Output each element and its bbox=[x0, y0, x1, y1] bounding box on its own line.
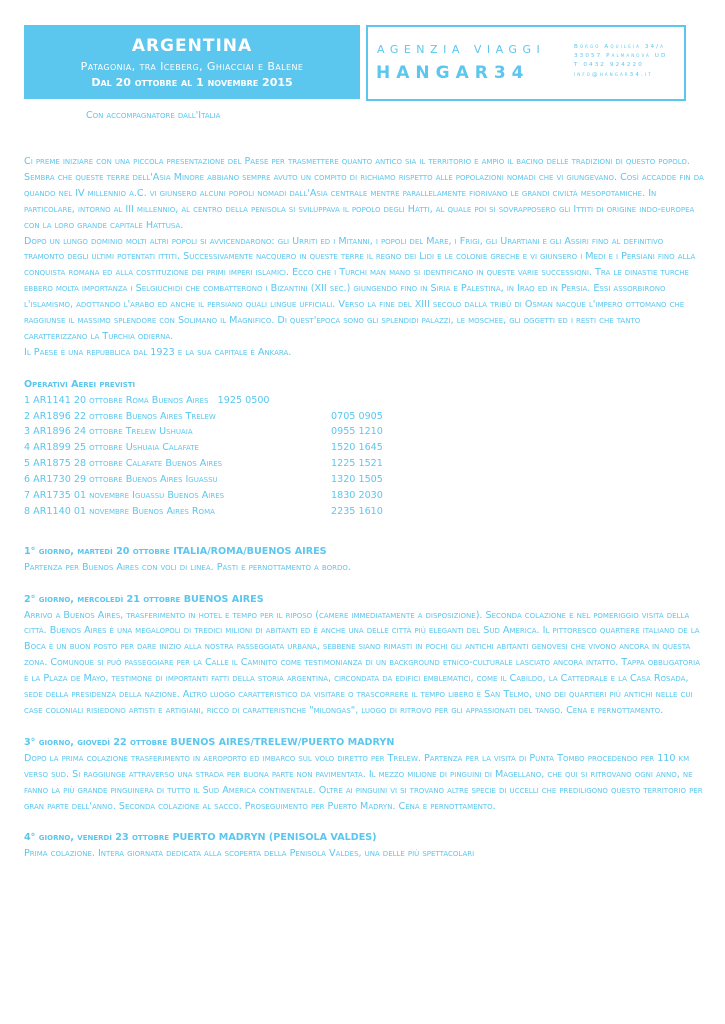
flight-times: 1320 1505 bbox=[331, 474, 383, 486]
day-heading: 2° giorno, mercoledì 21 ottobre BUENOS AIRES bbox=[24, 593, 264, 605]
flight-times: 1520 1645 bbox=[331, 442, 383, 454]
agency-address-line: 33057 Palmanova UD bbox=[574, 53, 668, 60]
flight-times: 1830 2030 bbox=[331, 490, 383, 502]
intro-paragraph: Ci preme iniziare con una piccola presentazione del Paese per trasmettere quanto antico sia il territorio e ampio il bacino delle tradizioni di questo popolo. bbox=[24, 156, 690, 167]
agency-box bbox=[366, 25, 686, 101]
intro-paragraph: Dopo un lungo dominio molti altri popoli si avvicendarono: gli Urriti ed i Mitanni, i popoli del Mare, i Frigi, gli Urartiani e gli Assiri fino al definitivo tramonto degli ultimi potentati ittiti. Successivamente nacquero in queste terre il regno dei Lidi e le colonie greche e vi giunsero i Medi e i Persiani fino alla conquista romana ed alla costituzione dei primi imperi islamici. Ecco che i Turchi man mano si identificano in queste varie successioni. Tra le dinastie turche ebbero molta importanza i Selgiuchidi che combatterono i Bizantini (XII sec.) giungendo fino in Siria e Palestina, in Iraq ed in Persia. Essi assorbirono l'islamismo, adottando l'arabo ed anche il persiano quali lingue ufficiali. Verso la fine del XIII secolo dalla tribù di Osman nacque l'impero ottomano che raggiunse il massimo splendore con Solimano il Magnifico. Di quest'epoca sono gli splendidi palazzi, le moschee, gli oggetti ed i resti che tanto caratterizzano la Turchia odierna. bbox=[24, 235, 696, 342]
document-body bbox=[24, 154, 704, 862]
flight-times: 1225 1521 bbox=[331, 458, 383, 470]
flight-row bbox=[24, 393, 704, 409]
flight-route: 1 AR1141 20 ottobre Roma Buenos Aires 1925 0500 bbox=[24, 394, 270, 406]
flight-row bbox=[24, 472, 704, 488]
agency-address-line: Borgo Aquileia 34/a bbox=[574, 44, 665, 50]
day-description: Dopo la prima colazione trasferimento in aeroporto ed imbarco sul volo diretto per Trelew. Partenza per la visita di Punta Tombo procedendo per 110 km verso sud. Si raggiunge attraverso una strada per buona parte non pavimentata. Il mezzo milione di pinguini di Magellano, che qui si ritrovano ogni anno, ne fanno la più grande pinguinera di tutto il Sud America continentale. Oltre ai pinguini vi si trovano altre specie di uccelli che prediligono questo territorio per gran parte dell'anno. Seconda colazione al sacco. Proseguimento per Puerto Madryn. Cena e pernottamento. bbox=[24, 752, 703, 812]
agency-phone: T 0432 924220 bbox=[574, 62, 644, 69]
flight-route: 6 AR1730 29 ottobre Buenos Aires Iguassu bbox=[24, 474, 218, 486]
flight-route: 7 AR1735 01 novembre Iguassu Buenos Aires bbox=[24, 490, 225, 502]
flight-route: 2 AR1896 22 ottobre Buenos Aires Trelew bbox=[24, 410, 216, 422]
flight-route: 8 AR1140 01 novembre Buenos Aires Roma bbox=[24, 505, 215, 517]
agency-address bbox=[574, 43, 667, 80]
intro-paragraph: Il Paese è una repubblica dal 1923 e la sua capitale è Ankara. bbox=[24, 346, 292, 358]
flight-times: 2235 1610 bbox=[331, 505, 383, 517]
intro-paragraph: Sembra che queste terre dell'Asia Minore abbiano sempre avuto un compito di richiamo rispetto alle popolazioni nomadi che vi giungevano. Così accadde fin da quando nel IV millennio a.C. vi giunsero alcuni popoli nomadi dall'Asia centrale mentre parallelamente fiorivano le grandi civiltà mesopotamiche. In particolare, intorno al III millennio, al centro della penisola si sviluppava il popolo degli Hatti, al quale poi si sovrapposero gli Ittiti di origine indo-europea con la loro grande capitale Hattusa. bbox=[24, 171, 704, 231]
flights-title: Operativi Aerei previsti bbox=[24, 378, 136, 390]
escort-note: Con accompagnatore dall'Italia bbox=[86, 110, 221, 121]
trip-header bbox=[24, 25, 360, 99]
flight-row bbox=[24, 409, 704, 425]
trip-dates: Dal 20 ottobre al 1 novembre 2015 bbox=[91, 76, 293, 89]
flight-times: 0705 0905 bbox=[331, 410, 383, 422]
flight-row bbox=[24, 504, 704, 520]
day-description: Prima colazione. Intera giornata dedicata alla scoperta della Penisola Valdes, una delle più spettacolari bbox=[24, 848, 475, 860]
flight-route: 3 AR1896 24 ottobre Trelew Ushuaia bbox=[24, 426, 193, 438]
trip-title: ARGENTINA bbox=[131, 36, 253, 56]
day-heading: 4° giorno, venerdì 23 ottobre PUERTO MADRYN (PENISOLA VALDES) bbox=[24, 832, 377, 844]
flight-route: 4 AR1899 25 ottobre Ushuaia Calafate bbox=[24, 442, 199, 454]
flight-row bbox=[24, 456, 704, 472]
flight-row bbox=[24, 488, 704, 504]
day-heading: 3° giorno, giovedì 22 ottobre BUENOS AIRES/TRELEW/PUERTO MADRYN bbox=[24, 736, 395, 748]
agency-name: HANGAR34 bbox=[376, 63, 530, 83]
flight-route: 5 AR1875 28 ottobre Calafate Buenos Aires bbox=[24, 458, 223, 470]
agency-email[interactable]: info@hangar34.it bbox=[574, 71, 653, 78]
agency-label: AGENZIA VIAGGI bbox=[377, 43, 546, 56]
flight-times: 0955 1210 bbox=[331, 426, 383, 438]
trip-subtitle: Patagonia, tra Iceberg, Ghiacciai e Balene bbox=[80, 60, 304, 73]
flight-row bbox=[24, 424, 704, 440]
flight-row bbox=[24, 440, 704, 456]
day-description: Arrivo a Buenos Aires, trasferimento in hotel e tempo per il riposo (camere immediatamente a disposizione). Seconda colazione e nel pomeriggio visita della città. Buenos Aires è una megalopoli di tredici milioni di abitanti ed è anche una delle città più eleganti del Sud America. Il pittoresco quartiere italiano de la Boca è un buon posto per dare inizio alla nostra passeggiata urbana, sebbene siano rimasti in pochi gli antichi abitanti genovesi che vivono ancora in questa zona. Comunque si può passeggiare per la Calle il Caminito come testimonianza di un background etnico-culturale lasciato ancora intatto. Tappa obbligatoria è la Plaza de Mayo, testimone di importanti fatti della storia argentina, circondata da edifici emblematici, come il Cabildo, la Cattedrale e la Casa Rosada, sede della presidenza della nazione. Altro luogo caratteristico da visitare o trascorrere il tempo libero è San Telmo, uno dei quartieri più antichi nelle cui case coloniali risiedono artisti e artigiani, ricco di caratteristiche "milongas", luogo di ritrovo per gli appassionati del tango. Cena e pernottamento. bbox=[24, 609, 700, 716]
day-description: Partenza per Buenos Aires con voli di linea. Pasti e pernottamento a bordo. bbox=[24, 561, 351, 573]
flights-table bbox=[24, 393, 704, 520]
day-heading: 1° giorno, martedì 20 ottobre ITALIA/ROMA/BUENOS AIRES bbox=[24, 545, 327, 557]
